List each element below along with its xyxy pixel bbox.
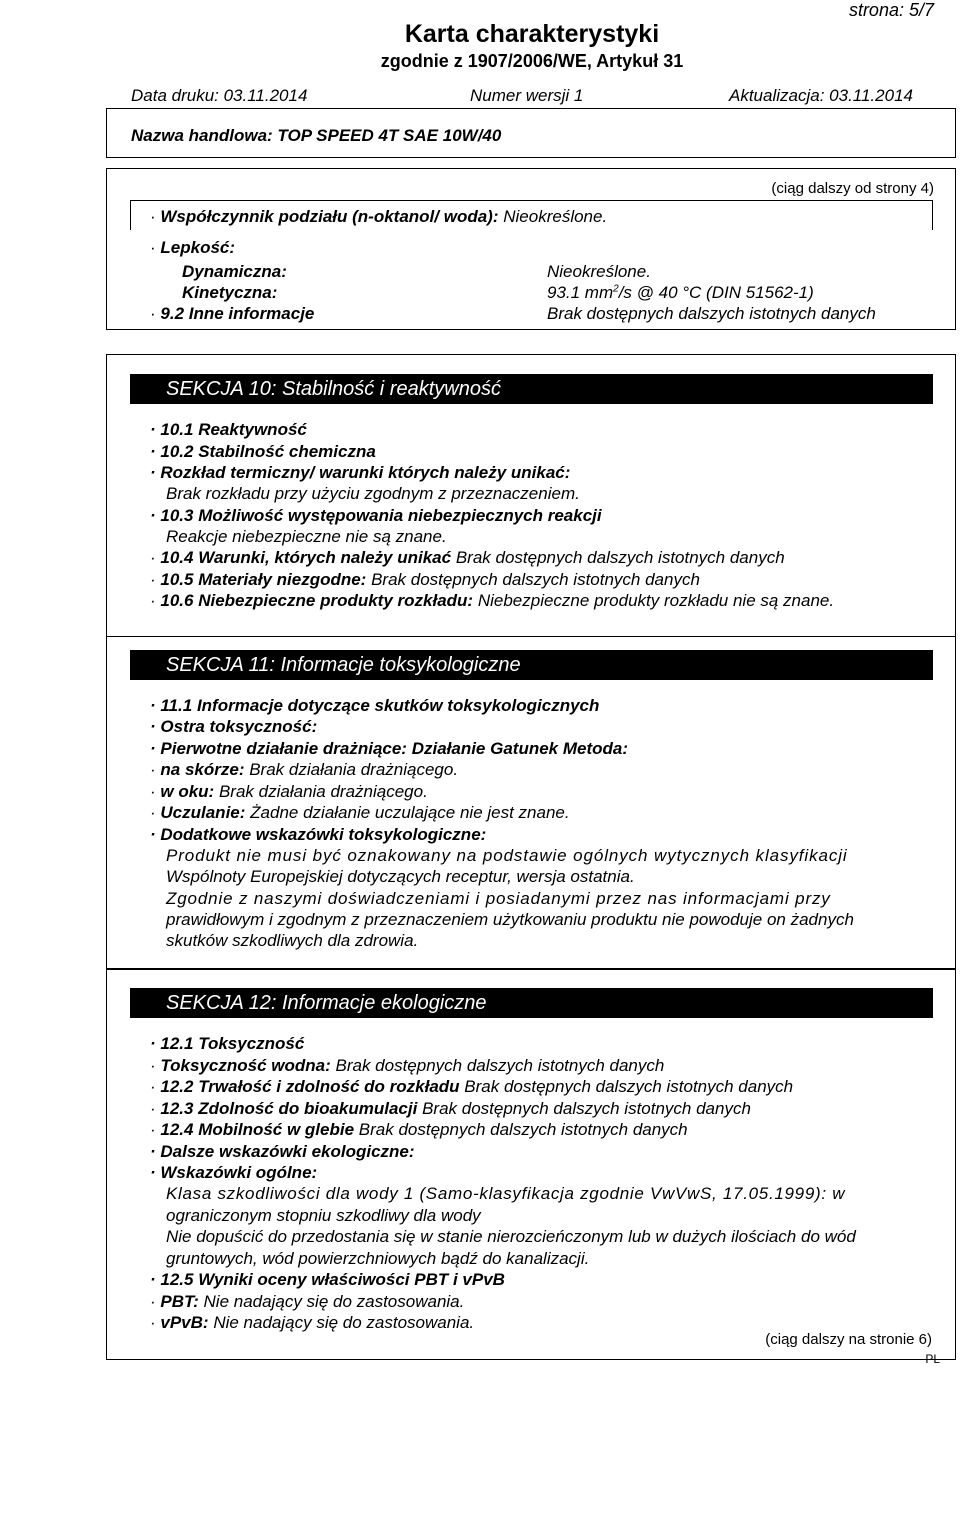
- s10-avoid-conditions: · 10.4 Warunki, których należy unikać Brak dostępnych dalszych istotnych danych: [150, 548, 785, 567]
- dynamic-label: Dynamiczna:: [182, 262, 287, 281]
- s12-mobility: · 12.4 Mobilność w glebie Brak dostępnych dalszych istotnych danych: [150, 1120, 688, 1139]
- s11-primary-irritation: · Pierwotne działanie drażniące: Działanie Gatunek Metoda:: [150, 739, 629, 758]
- s11-para1-line2: Wspólnoty Europejskiej dotyczących receptur, wersja ostatnia.: [166, 867, 635, 886]
- s12-vpvb: · vPvB: Nie nadający się do zastosowania.: [150, 1313, 475, 1332]
- s12-para2-line2: gruntowych, wód powierzchniowych bądź do kanalizacji.: [166, 1249, 590, 1268]
- partition-value: Nieokreślone.: [503, 207, 608, 226]
- kinematic-label: Kinetyczna:: [182, 283, 278, 302]
- continued-from: (ciąg dalszy od strony 4): [771, 180, 934, 197]
- section-10-header: SEKCJA 10: Stabilność i reaktywność: [130, 374, 933, 404]
- s10-incompatible: · 10.5 Materiały niezgodne: Brak dostępnych dalszych istotnych danych: [150, 570, 700, 589]
- s12-general: · Wskazówki ogólne:: [150, 1163, 318, 1182]
- s10-conditions: · Rozkład termiczny/ warunki których należy unikać:: [150, 463, 571, 482]
- s11-sensitisation: · Uczulanie: Żadne działanie uczulające nie jest znane.: [150, 803, 570, 822]
- trade-name-box: [106, 108, 956, 158]
- s12-pbt-assessment: · 12.5 Wyniki oceny właściwości PBT i vPvB: [150, 1270, 505, 1289]
- s12-toxicity: · 12.1 Toksyczność: [150, 1034, 305, 1053]
- s10-hazardous-reactions-value: Reakcje niebezpieczne nie są znane.: [166, 527, 447, 546]
- s11-para2-line2: prawidłowym i zgodnym z przeznaczeniem użytkowaniu produktu nie powoduje on żadnych: [166, 910, 854, 929]
- document-title: Karta charakterystyki: [404, 20, 660, 48]
- s11-skin: · na skórze: Brak działania drażniącego.: [150, 760, 459, 779]
- s11-acute-toxicity: · Ostra toksyczność:: [150, 717, 318, 736]
- update-date: Aktualizacja: 03.11.2014: [729, 86, 913, 105]
- s11-toxicological-info: · 11.1 Informacje dotyczące skutków toksykologicznych: [150, 696, 600, 715]
- partition-coefficient-row: · Współczynnik podziału (n-oktanol/ woda): Nieokreślone.: [150, 207, 608, 226]
- dynamic-value: Nieokreślone.: [547, 262, 651, 281]
- s10-hazardous-reactions: · 10.3 Możliwość występowania niebezpiecznych reakcji: [150, 506, 602, 525]
- viscosity-row: · Lepkość:: [150, 238, 236, 257]
- s12-para1-line2: ograniczonym stopniu szkodliwy dla wody: [166, 1206, 481, 1225]
- kinematic-value: 93.1 $mm^2/s$ @ 40 °C (DIN 51562-1): [547, 283, 814, 302]
- s10-reactivity: · 10.1 Reaktywność: [150, 420, 307, 439]
- s11-para2-line1: Zgodnie z naszymi doświadczeniami i posiadanymi przez nas informacjami przy: [166, 889, 831, 908]
- partition-label: Współczynnik podziału (n-oktanol/ woda):: [160, 207, 499, 226]
- print-date: Data druku: 03.11.2014: [131, 86, 308, 105]
- language-code: PL: [925, 1352, 940, 1366]
- s12-para2-line1: Nie dopuścić do przedostania się w stanie nierozcieńczonym lub w dużych ilościach do wód: [166, 1227, 856, 1246]
- s11-additional: · Dodatkowe wskazówki toksykologiczne:: [150, 825, 487, 844]
- s12-bioaccumulation: · 12.3 Zdolność do bioakumulacji Brak dostępnych dalszych istotnych danych: [150, 1099, 751, 1118]
- other-info-label: 9.2 Inne informacje: [160, 304, 315, 323]
- s10-conditions-value: Brak rozkładu przy użyciu zgodnym z przeznaczeniem.: [166, 484, 580, 503]
- other-info-value: Brak dostępnych dalszych istotnych danych: [547, 304, 876, 323]
- s12-further-info: · Dalsze wskazówki ekologiczne:: [150, 1142, 415, 1161]
- other-info-row: · 9.2 Inne informacje: [150, 304, 315, 323]
- trade-name: Nazwa handlowa: TOP SPEED 4T SAE 10W/40: [131, 126, 502, 145]
- viscosity-label: Lepkość:: [160, 238, 236, 257]
- s12-para1-line1: Klasa szkodliwości dla wody 1 (Samo-klasyfikacja zgodnie VwVwS, 17.05.1999): w: [166, 1184, 846, 1203]
- s12-aquatic: · Toksyczność wodna: Brak dostępnych dalszych istotnych danych: [150, 1056, 665, 1075]
- s12-persistence: · 12.2 Trwałość i zdolność do rozkładu Brak dostępnych dalszych istotnych danych: [150, 1077, 794, 1096]
- s10-decomposition: · 10.6 Niebezpieczne produkty rozkładu: Niebezpieczne produkty rozkładu nie są znane.: [150, 591, 835, 610]
- document-subtitle: zgodnie z 1907/2006/WE, Artykuł 31: [380, 51, 684, 71]
- page-number: strona: 5/7: [848, 0, 934, 20]
- section-12-header: SEKCJA 12: Informacje ekologiczne: [130, 988, 933, 1018]
- s12-pbt: · PBT: Nie nadający się do zastosowania.: [150, 1292, 465, 1311]
- s10-stability: · 10.2 Stabilność chemiczna: [150, 442, 376, 461]
- s11-eye: · w oku: Brak działania drażniącego.: [150, 782, 428, 801]
- continued-on: (ciąg dalszy na stronie 6): [765, 1331, 932, 1348]
- version-number: Numer wersji 1: [470, 86, 584, 105]
- s11-para1-line1: Produkt nie musi być oznakowany na podstawie ogólnych wytycznych klasyfikacji: [166, 846, 848, 865]
- s11-para2-line3: skutków szkodliwych dla zdrowia.: [166, 931, 419, 950]
- section-11-header: SEKCJA 11: Informacje toksykologiczne: [130, 650, 933, 680]
